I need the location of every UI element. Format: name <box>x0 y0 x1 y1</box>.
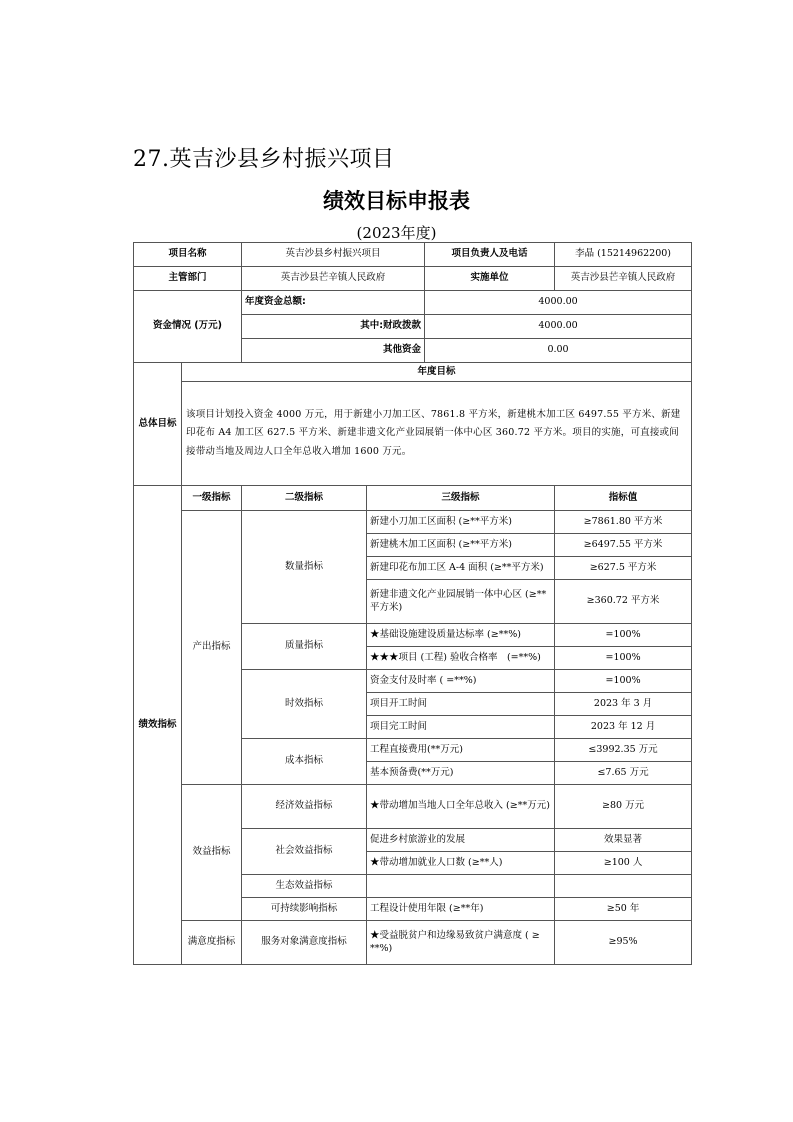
indicator-value: ≥627.5 平方米 <box>555 557 692 580</box>
header-level3: 三级指标 <box>367 486 555 511</box>
perf-indicator-label: 绩效指标 <box>134 486 182 965</box>
indicator-value: 效果显著 <box>555 829 692 852</box>
indicator-name: 新建小刀加工区面积 (≥**平方米) <box>367 511 555 534</box>
indicator-value <box>555 875 692 898</box>
indicator-name: 新建桃木加工区面积 (≥**平方米) <box>367 534 555 557</box>
l2-social: 社会效益指标 <box>242 829 367 875</box>
section-heading: 27.英吉沙县乡村振兴项目 <box>133 147 395 172</box>
indicator-name: ★基础设施建设质量达标率 (≥**%) <box>367 624 555 647</box>
l2-time: 时效指标 <box>242 670 367 739</box>
unit-label: 实施单位 <box>425 267 555 291</box>
funds-other-label: 其他资金 <box>242 339 425 363</box>
indicator-name <box>367 875 555 898</box>
dept-label: 主管部门 <box>134 267 242 291</box>
indicator-value: ≥80 万元 <box>555 785 692 829</box>
indicator-value: 2023 年 3 月 <box>555 693 692 716</box>
indicator-value: ≥360.72 平方米 <box>555 580 692 624</box>
indicator-name: 工程直接费用(**万元) <box>367 739 555 762</box>
l2-ecological: 生态效益指标 <box>242 875 367 898</box>
funds-fiscal-value: 4000.00 <box>425 315 692 339</box>
indicator-value: 2023 年 12 月 <box>555 716 692 739</box>
indicator-value: =100% <box>555 647 692 670</box>
project-name-label: 项目名称 <box>134 243 242 267</box>
indicator-name: ★带动增加就业人口数 (≥**人) <box>367 852 555 875</box>
l2-quality: 质量指标 <box>242 624 367 670</box>
funds-other-value: 0.00 <box>425 339 692 363</box>
indicator-value: ≥7861.80 平方米 <box>555 511 692 534</box>
form-year: (2023年度) <box>356 224 437 242</box>
performance-table <box>133 242 692 965</box>
form-title: 绩效目标申报表 <box>323 189 470 213</box>
l2-economic: 经济效益指标 <box>242 785 367 829</box>
annual-target-text: 该项目计划投入资金 4000 万元，用于新建小刀加工区、7861.8 平方米，新建桃木加工区 6497.55 平方米、新建印花布 A4 加工区 627.5 平方米、新建非遗文化产业园展销一体中心区 360.72 平方米。项目的实施，可直接或间接带动当地及周边人口全年总收入增加 1600 万元。 <box>182 382 692 486</box>
indicator-value: =100% <box>555 670 692 693</box>
header-level2: 二级指标 <box>242 486 367 511</box>
funds-fiscal-label: 其中:财政拨款 <box>242 315 425 339</box>
l2-cost: 成本指标 <box>242 739 367 785</box>
indicator-name: 促进乡村旅游业的发展 <box>367 829 555 852</box>
dept-value: 英吉沙县芒辛镇人民政府 <box>242 267 425 291</box>
indicator-value: ≥95% <box>555 921 692 965</box>
funds-total-label: 年度资金总额: <box>242 291 425 315</box>
l2-quantity: 数量指标 <box>242 511 367 624</box>
l1-satisfaction: 满意度指标 <box>182 921 242 965</box>
indicator-name: 项目开工时间 <box>367 693 555 716</box>
funds-total-value: 4000.00 <box>425 291 692 315</box>
l1-output: 产出指标 <box>182 511 242 785</box>
indicator-name: 新建非遗文化产业园展销一体中心区 (≥** 平方米) <box>367 580 555 624</box>
indicator-value: ≥50 年 <box>555 898 692 921</box>
unit-value: 英吉沙县芒辛镇人民政府 <box>555 267 692 291</box>
header-level1: 一级指标 <box>182 486 242 511</box>
l2-sustain: 可持续影响指标 <box>242 898 367 921</box>
manager-label: 项目负责人及电话 <box>425 243 555 267</box>
l2-service: 服务对象满意度指标 <box>242 921 367 965</box>
indicator-name: 项目完工时间 <box>367 716 555 739</box>
annual-target-header: 年度目标 <box>182 363 692 382</box>
manager-value: 李晶 (15214962200) <box>555 243 692 267</box>
header-value: 指标值 <box>555 486 692 511</box>
l1-benefit: 效益指标 <box>182 785 242 921</box>
overall-target-label: 总体目标 <box>134 363 182 486</box>
indicator-value: ≤3992.35 万元 <box>555 739 692 762</box>
indicator-name: 新建印花布加工区 A-4 面积 (≥**平方米) <box>367 557 555 580</box>
indicator-name: 资金支付及时率 ( =**%) <box>367 670 555 693</box>
indicator-name: ★★★项目 (工程) 验收合格率 (=**%) <box>367 647 555 670</box>
indicator-value: ≥6497.55 平方米 <box>555 534 692 557</box>
indicator-name: ★带动增加当地人口全年总收入 (≥**万元) <box>367 785 555 829</box>
funds-label: 资金情况 (万元) <box>134 291 242 363</box>
project-name-value: 英吉沙县乡村振兴项目 <box>242 243 425 267</box>
indicator-value: ≤7.65 万元 <box>555 762 692 785</box>
indicator-value: =100% <box>555 624 692 647</box>
indicator-name: 工程设计使用年限 (≥**年) <box>367 898 555 921</box>
indicator-name: 基本预备费(**万元) <box>367 762 555 785</box>
indicator-value: ≥100 人 <box>555 852 692 875</box>
indicator-name: ★受益脱贫户和边缘易致贫户满意度 ( ≥ **%) <box>367 921 555 965</box>
